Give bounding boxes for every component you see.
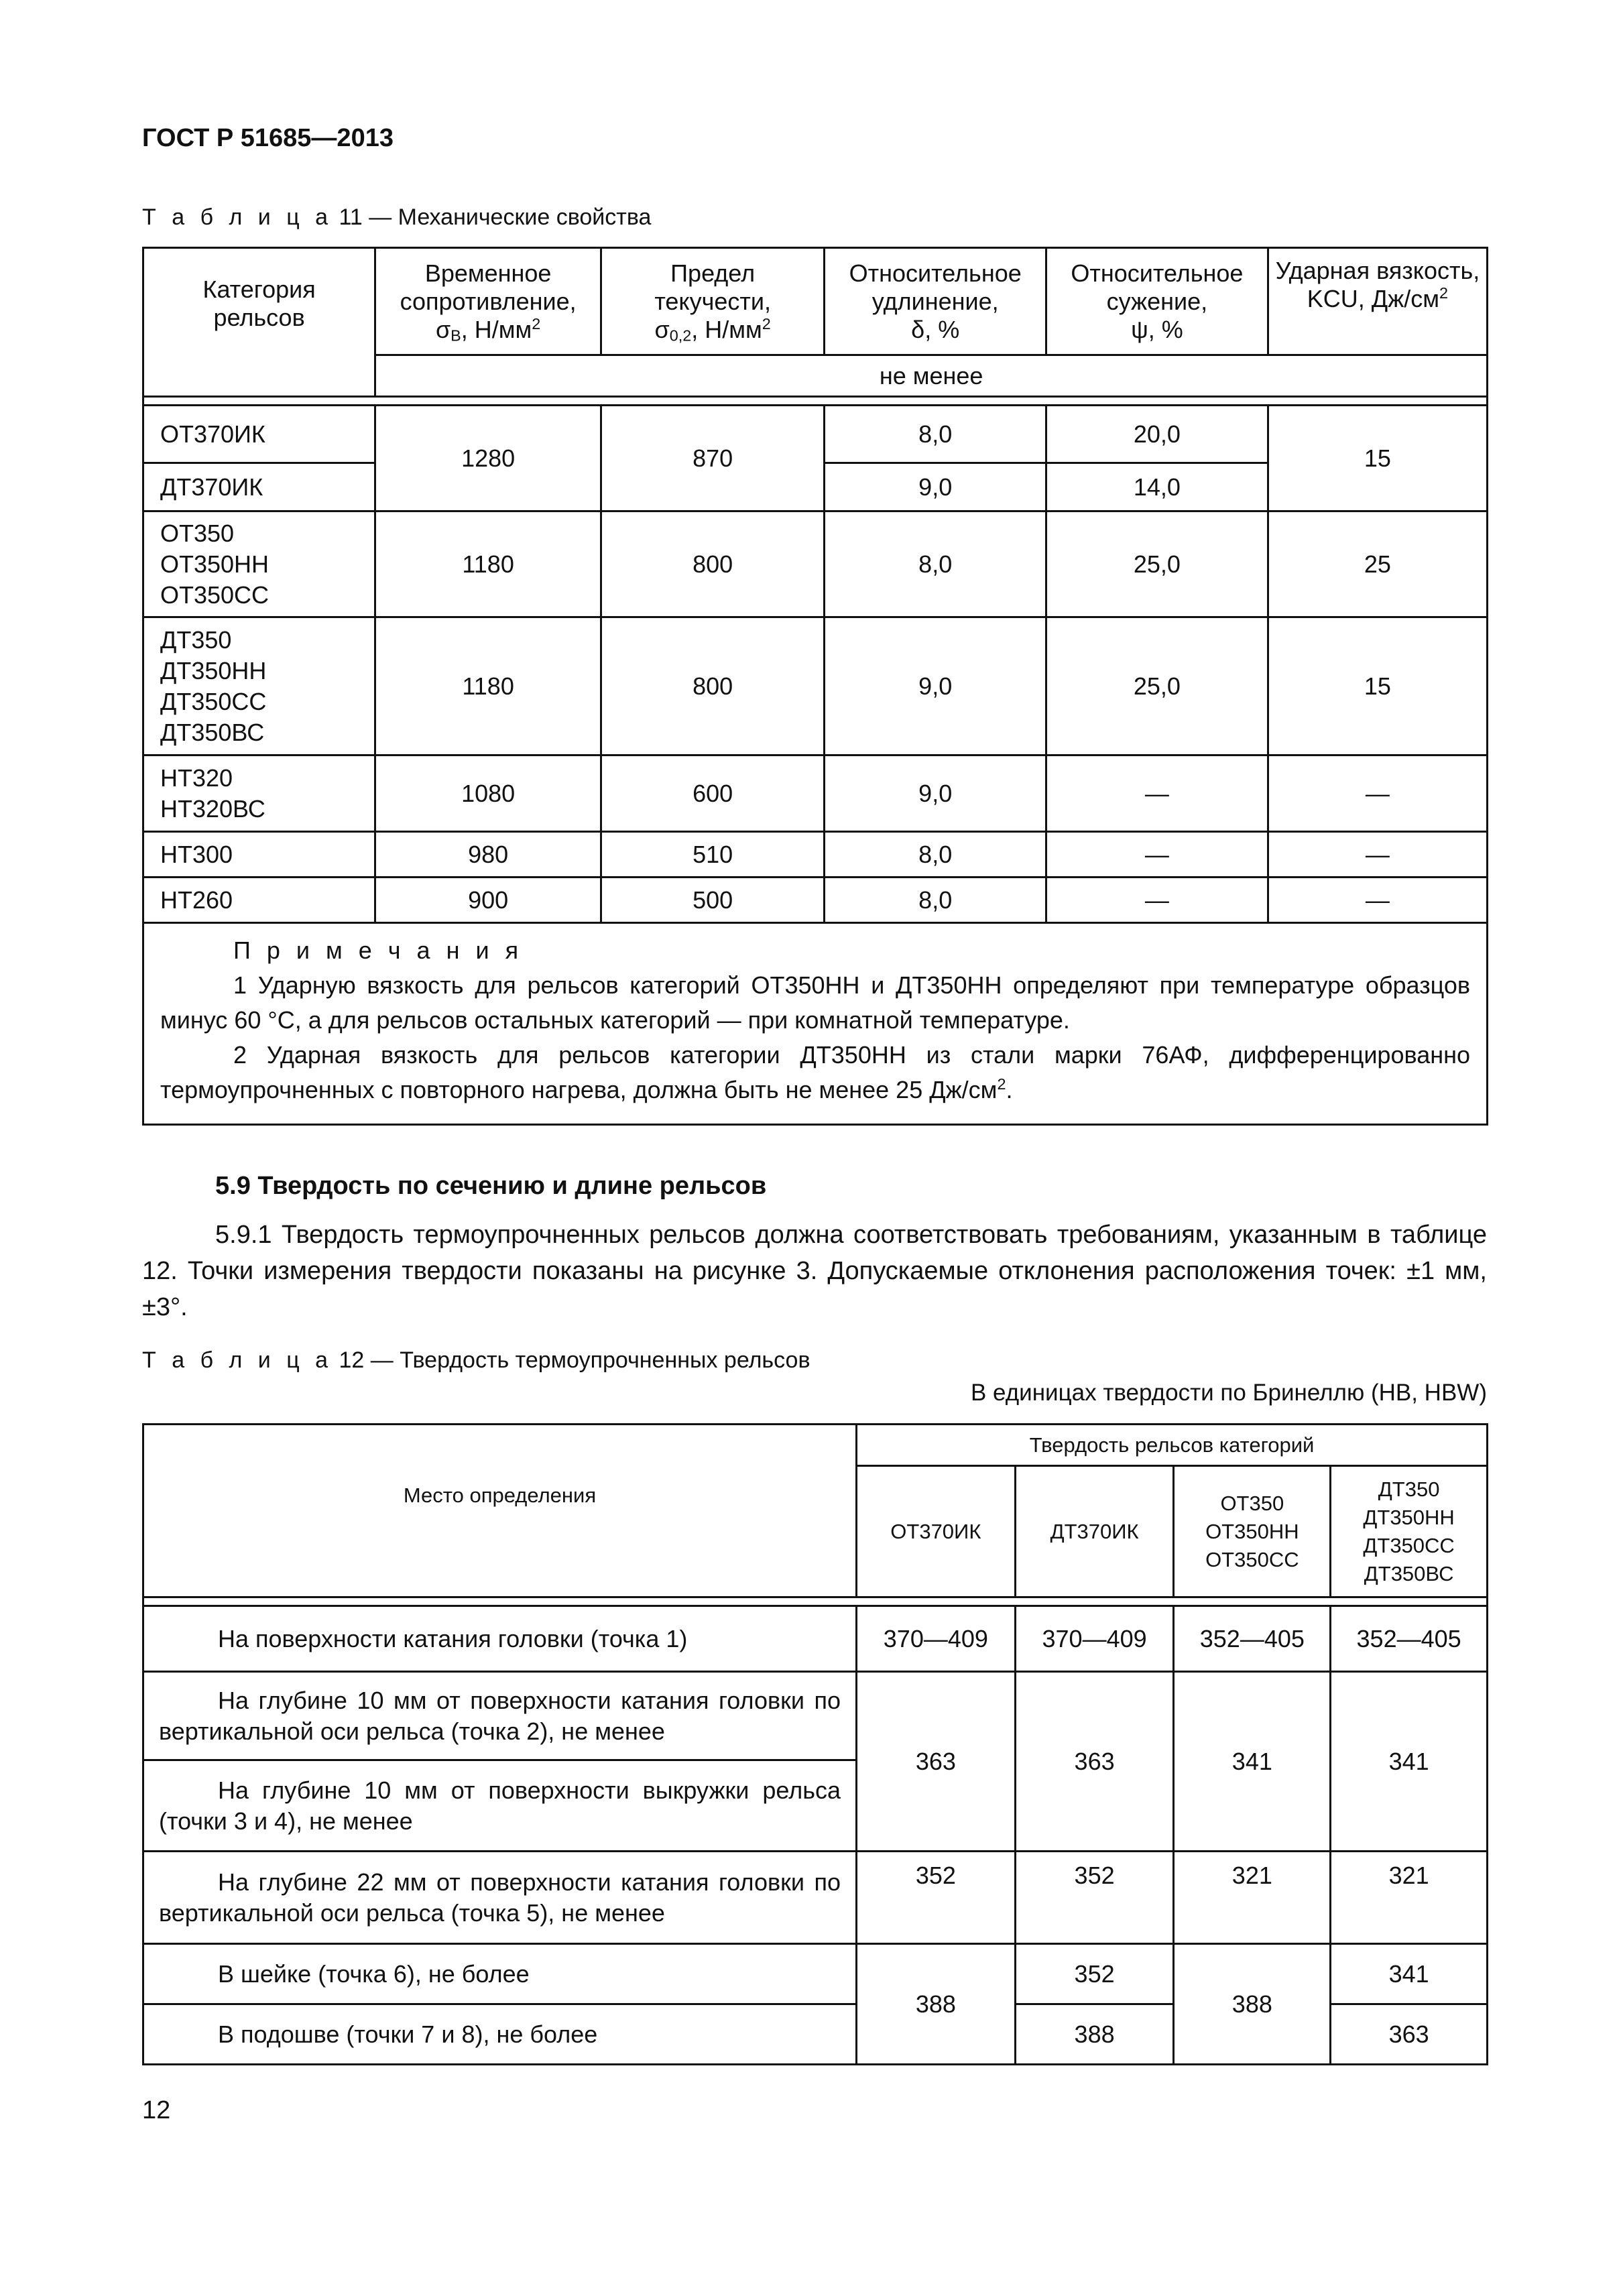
category-cell (143, 756, 375, 832)
note-2 (160, 1038, 1470, 1107)
header-not-less: не менее (375, 355, 1488, 397)
category-cell: НТ260 (143, 878, 375, 923)
value-cell: 9,0 (825, 463, 1046, 511)
value-cell: 20,0 (1046, 406, 1268, 463)
category-line: ОТ350 (160, 519, 235, 547)
header-dt350 (1331, 1466, 1488, 1597)
value-cell: 352 (856, 1852, 1015, 1944)
header-dt370ik: ДТ370ИК (1015, 1466, 1174, 1597)
document-header: ГОСТ Р 51685—2013 (142, 124, 394, 152)
header-line: ОТ350 (1220, 1491, 1284, 1515)
place-text: На глубине 10 мм от поверхности выкружки рельса (точки 3 и 4), не менее (159, 1776, 841, 1835)
value-cell: — (1046, 832, 1268, 878)
note-2-end: . (1006, 1076, 1013, 1103)
header-line: ДТ350ВС (1364, 1561, 1454, 1585)
table-11-notes (143, 923, 1488, 1125)
category-cell: НТ300 (143, 832, 375, 878)
value-cell: 600 (601, 756, 824, 832)
category-line: ДТ350ВС (160, 718, 265, 746)
value-cell: 352—405 (1331, 1606, 1488, 1672)
value-cell: 15 (1268, 617, 1487, 756)
header-line: ДТ350НН (1363, 1505, 1455, 1529)
value-cell: 363 (1015, 1672, 1174, 1852)
place-text: На глубине 10 мм от поверхности катания головки по вертикальной оси рельса (точка 2), не менее (159, 1686, 841, 1745)
sigma-symbol: σ (654, 315, 670, 343)
header-impact-toughness (1268, 248, 1487, 355)
value-cell: 500 (601, 878, 824, 923)
header-separator (143, 397, 1488, 406)
place-cell (143, 1672, 857, 1760)
value-cell: 25 (1268, 511, 1487, 617)
value-cell: — (1268, 832, 1487, 878)
value-cell: 1080 (375, 756, 601, 832)
value-cell: 980 (375, 832, 601, 878)
sigma-subscript: В (450, 326, 461, 345)
value-cell: 9,0 (825, 756, 1046, 832)
value-cell: 363 (1331, 2004, 1488, 2065)
header-category-label: Категория рельсов (202, 276, 316, 331)
header-category (143, 248, 375, 397)
place-cell (143, 1944, 857, 2004)
header-reduction-label: Относительное сужение, (1071, 259, 1244, 315)
place-cell (143, 2004, 857, 2065)
note-2-text: 2 Ударная вязкость для рельсов категории ДТ350НН из стали марки 76АФ, дифференцированно термоупрочненных с повторного нагрева, должна быть не менее 25 Дж/см (160, 1041, 1470, 1103)
header-line: ДТ350 (1378, 1477, 1440, 1501)
place-text: На поверхности катания головки (точка 1) (218, 1624, 688, 1652)
place-text: В подошве (точки 7 и 8), не более (218, 2020, 598, 2048)
unit-label: , Н/мм (691, 315, 762, 343)
value-cell: 370—409 (1015, 1606, 1174, 1672)
notes-title: П р и м е ч а н и я (233, 936, 524, 964)
place-text: На глубине 22 мм от поверхности катания головки по вертикальной оси рельса (точка 5), не менее (159, 1868, 841, 1927)
header-yield-label: Предел текучести, (654, 259, 771, 315)
value-cell: 321 (1174, 1852, 1331, 1944)
value-cell: 388 (856, 1944, 1015, 2065)
value-cell: 352 (1015, 1852, 1174, 1944)
value-cell: 388 (1174, 1944, 1331, 2065)
header-impact-label: Ударная вязкость, KCU, Дж/см (1275, 257, 1480, 312)
superscript: 2 (1439, 284, 1449, 302)
note-1: 1 Ударную вязкость для рельсов категорий ОТ350НН и ДТ350НН определяют при температуре образцов минус 60 °С, а для рельсов остальных категорий — при комнатной температуре. (160, 971, 1470, 1034)
value-cell: 510 (601, 832, 824, 878)
value-cell: 870 (601, 406, 824, 511)
value-cell: 341 (1331, 1672, 1488, 1852)
category-line: ДТ350СС (160, 687, 267, 715)
paragraph-text: 5.9.1 Твердость термоупрочненных рельсов должна соответствовать требованиям, указанным в таблице 12. Точки измерения твердости показаны на рисунке 3. Допускаемые отклонения расположения точек: ±1 мм, ±3°. (142, 1221, 1487, 1321)
delta-symbol: δ, % (911, 315, 960, 343)
value-cell: 800 (601, 511, 824, 617)
value-cell: 352—405 (1174, 1606, 1331, 1672)
value-cell: — (1046, 878, 1268, 923)
superscript: 2 (997, 1075, 1006, 1093)
value-cell: — (1268, 756, 1487, 832)
place-cell (143, 1852, 857, 1944)
table-12-units: В единицах твердости по Бринеллю (НВ, HBW) (970, 1380, 1487, 1406)
value-cell: 363 (856, 1672, 1015, 1852)
table-11-mechanical-properties (142, 247, 1488, 1126)
table-11-caption (142, 204, 651, 231)
header-elongation-label: Относительное удлинение, (849, 259, 1022, 315)
value-cell: — (1268, 878, 1487, 923)
psi-symbol: ψ, % (1131, 315, 1183, 343)
header-line: ДТ350СС (1363, 1533, 1455, 1557)
table-12-caption-title: 12 — Твердость термоупрочненных рельсов (333, 1347, 810, 1373)
value-cell: 25,0 (1046, 617, 1268, 756)
value-cell: 8,0 (825, 406, 1046, 463)
header-tensile-label: Временное сопротивление, (400, 259, 577, 315)
value-cell: 1280 (375, 406, 601, 511)
section-title: 5.9 Твердость по сечению и длине рельсов (215, 1172, 767, 1200)
value-cell: 370—409 (856, 1606, 1015, 1672)
category-line: ОТ350СС (160, 581, 269, 609)
value-cell: 8,0 (825, 878, 1046, 923)
category-line: НТ320 (160, 764, 233, 792)
header-place: Место определения (143, 1425, 857, 1597)
category-cell (143, 617, 375, 756)
category-line: НТ320ВС (160, 794, 265, 823)
sigma-subscript: 0,2 (669, 326, 692, 345)
header-line: ОТ350СС (1205, 1547, 1299, 1571)
header-ot350 (1174, 1466, 1331, 1597)
place-cell (143, 1760, 857, 1852)
sigma-symbol: σ (435, 315, 451, 343)
category-line: ДТ350 (160, 625, 232, 654)
value-cell: 352 (1015, 1944, 1174, 2004)
section-paragraph (142, 1217, 1487, 1325)
value-cell: 900 (375, 878, 601, 923)
header-tensile-strength (375, 248, 601, 355)
superscript: 2 (762, 314, 771, 333)
value-cell: 9,0 (825, 617, 1046, 756)
value-cell: 15 (1268, 406, 1487, 511)
value-cell: 388 (1015, 2004, 1174, 2065)
value-cell: 8,0 (825, 511, 1046, 617)
category-cell: ОТ370ИК (143, 406, 375, 463)
header-ot370ik: ОТ370ИК (856, 1466, 1015, 1597)
page-number: 12 (142, 2096, 171, 2124)
category-cell: ДТ370ИК (143, 463, 375, 511)
header-line: ОТ350НН (1205, 1519, 1299, 1543)
header-reduction (1046, 248, 1268, 355)
table-12-hardness (142, 1423, 1488, 2065)
superscript: 2 (532, 314, 541, 333)
value-cell: 8,0 (825, 832, 1046, 878)
table-11-caption-title: 11 — Механические свойства (333, 204, 652, 230)
value-cell: 341 (1174, 1672, 1331, 1852)
unit-label: , Н/мм (461, 315, 532, 343)
header-hardness-group: Твердость рельсов категорий (856, 1425, 1487, 1466)
table-12-caption-word: Т а б л и ц а (142, 1347, 333, 1373)
header-elongation (825, 248, 1046, 355)
place-cell (143, 1606, 857, 1672)
category-line: ОТ350НН (160, 550, 269, 578)
value-cell: 341 (1331, 1944, 1488, 2004)
value-cell: 321 (1331, 1852, 1488, 1944)
value-cell: 14,0 (1046, 463, 1268, 511)
category-cell (143, 511, 375, 617)
value-cell: 25,0 (1046, 511, 1268, 617)
place-text: В шейке (точка 6), не более (218, 1959, 530, 1988)
value-cell: 1180 (375, 617, 601, 756)
header-separator (143, 1597, 1488, 1606)
table-11-caption-word: Т а б л и ц а (142, 204, 333, 230)
value-cell: 1180 (375, 511, 601, 617)
value-cell: — (1046, 756, 1268, 832)
table-12-caption (142, 1347, 810, 1374)
value-cell: 800 (601, 617, 824, 756)
category-line: ДТ350НН (160, 656, 267, 684)
header-yield-strength (601, 248, 824, 355)
